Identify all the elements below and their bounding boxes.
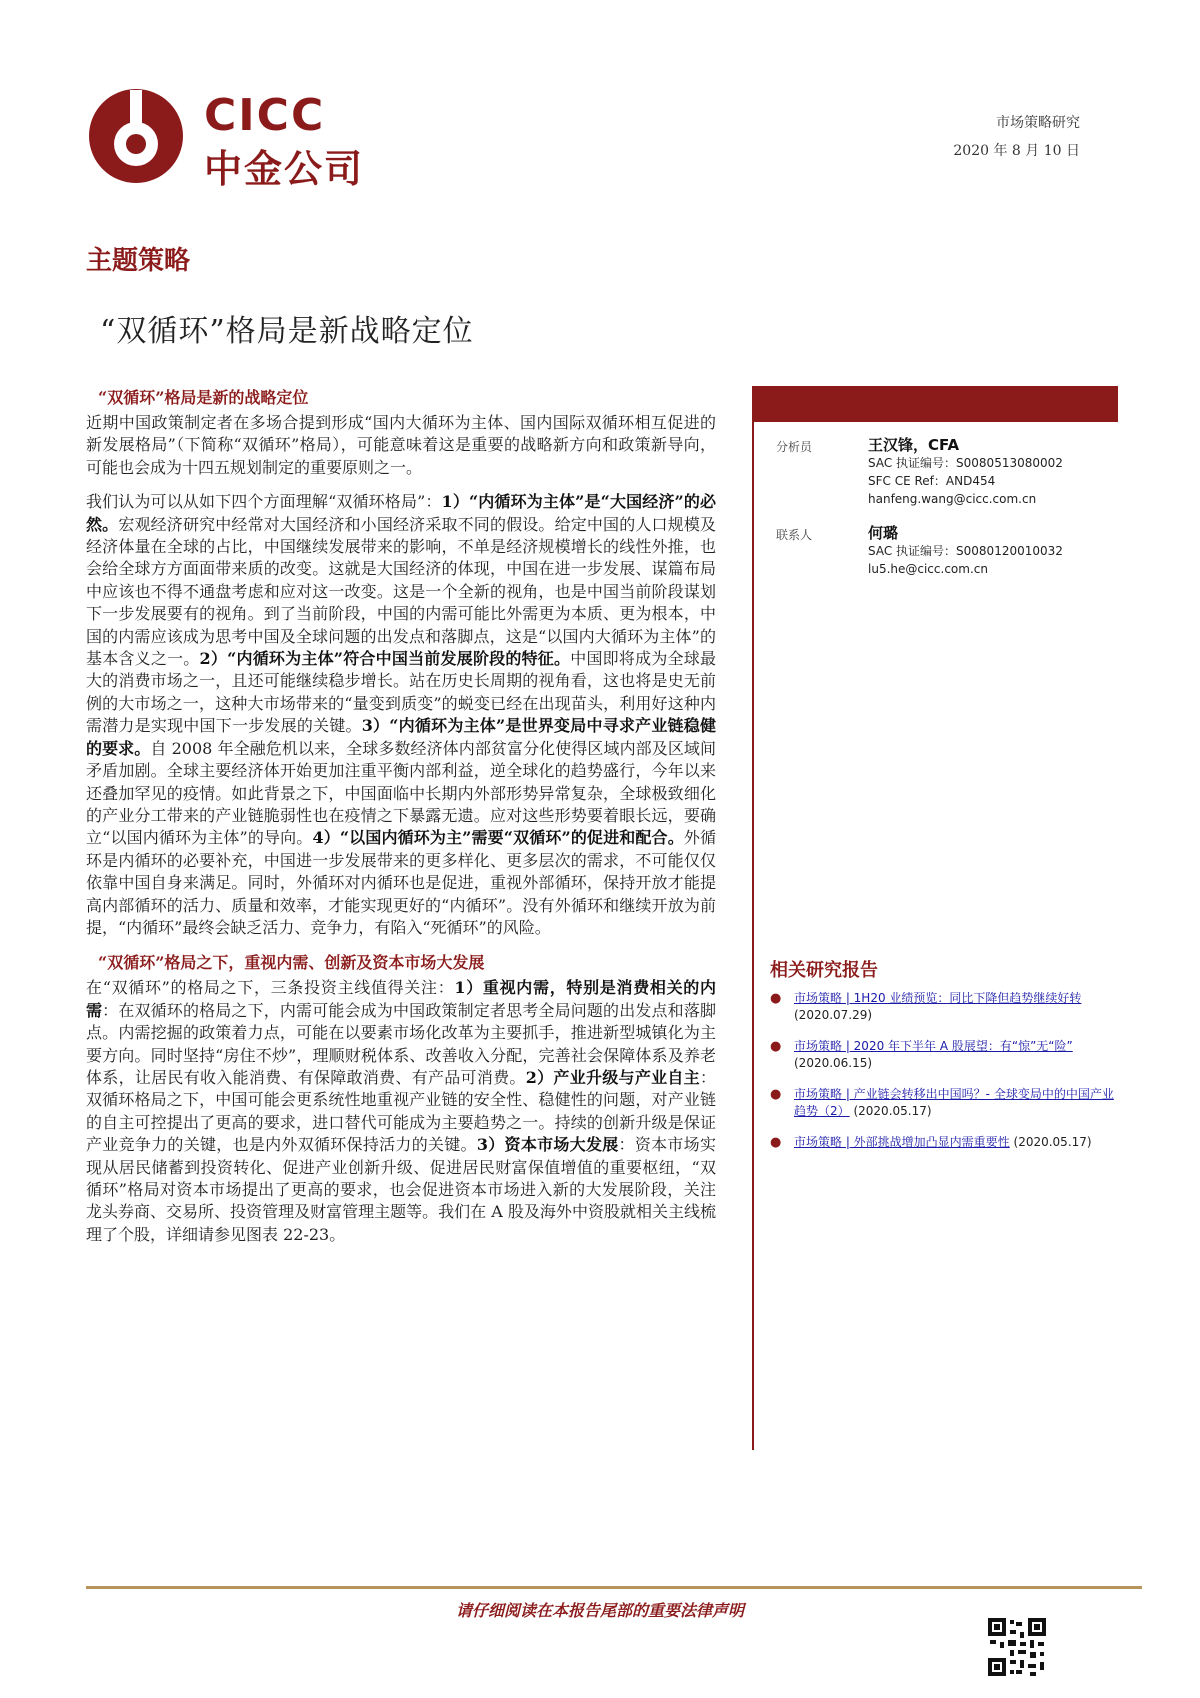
section-heading: “双循环”格局是新的战略定位 bbox=[98, 388, 309, 407]
emphasis-text: 3）资本市场大发展 bbox=[476, 1135, 619, 1155]
analyst-sfc: SFC CE Ref：AND454 bbox=[868, 474, 996, 488]
body-text: 近期中国政策制定者在多场合提到形成“国内大循环为主体、国内国际双循环相互促进的新发展格局”（下简称“双循环”格局），可能意味着这是重要的战略新方向和政策新导向，可能也会成为十四五规划制定的重要原则之一。 bbox=[86, 413, 716, 477]
contact-email: lu5.he@cicc.com.cn bbox=[868, 562, 988, 576]
sidebar-header-bar bbox=[752, 386, 1118, 422]
document-type: 市场策略研究 bbox=[996, 115, 1080, 131]
qr-code-icon bbox=[986, 1616, 1048, 1678]
related-report-link[interactable]: 市场策略 | 2020 年下半年 A 股展望：有“惊”无“险” bbox=[794, 1039, 1073, 1053]
related-report-item bbox=[770, 1134, 1118, 1151]
related-report-date: (2020.05.17) bbox=[1013, 1135, 1092, 1149]
analyst-sac: SAC 执证编号：S0080513080002 bbox=[868, 456, 1063, 470]
body-text: 宏观经济研究中经常对大国经济和小国经济采取不同的假设。给定中国的人口规模及经济体量在全球的占比，中国继续发展带来的影响，不单是经济规模增长的线性外推，也会给全球方方面面带来质的改变。这就是大国经济的体现，中国在进一步发展、谋篇布局中应该也不得不通盘考虑和应对这一改变。这是一个全新的视角，也是中国当前阶段谋划下一步发展要有的视角。到了当前阶段，中国的内需可能比外需更为本质、更为根本，中国的内需应该成为思考中国及全球问题的出发点和落脚点，这是“以国内大循环为主体”的基本含义之一。 bbox=[86, 514, 716, 669]
report-title: “双循环”格局是新战略定位 bbox=[100, 314, 474, 349]
related-report-item bbox=[770, 1086, 1118, 1120]
body-text: 自 2008 年全融危机以来，全球多数经济体内部贫富分化使得区域内部及区域间矛盾加剧。全球主要经济体开始更加注重平衡内部利益，逆全球化的趋势盛行，今年以来还叠加罕见的疫情。如此背景之下，中国面临中长期内外部形势异常复杂，全球极致细化的产业分工带来的产业链脆弱性也在疫情之下暴露无遗。应对这些形势要着眼长远，要确立“以国内循环为主体”的导向。 bbox=[86, 738, 716, 848]
section-heading: “双循环”格局之下，重视内需、创新及资本市场大发展 bbox=[98, 953, 485, 973]
document-date: 2020 年 8 月 10 日 bbox=[953, 143, 1080, 159]
contact-info bbox=[868, 524, 1063, 578]
cicc-logo-mark-icon bbox=[86, 86, 186, 186]
analyst-email: hanfeng.wang@cicc.com.cn bbox=[868, 492, 1037, 506]
related-report-date: (2020.05.17) bbox=[853, 1104, 932, 1118]
related-reports-list bbox=[770, 990, 1118, 1165]
bullet-icon: ● bbox=[770, 1135, 782, 1150]
related-report-link[interactable]: 市场策略 | 外部挑战增加凸显内需重要性 bbox=[794, 1135, 1010, 1149]
emphasis-text: 2）“内循环为主体”符合中国当前发展阶段的特征。 bbox=[199, 649, 571, 669]
related-report-date: (2020.07.29) bbox=[794, 1008, 873, 1022]
related-report-item bbox=[770, 990, 1118, 1024]
body-paragraph bbox=[86, 412, 716, 479]
cicc-logo bbox=[86, 86, 386, 191]
related-report-item bbox=[770, 1038, 1118, 1072]
body-paragraph bbox=[86, 977, 716, 1246]
emphasis-text: 1）重视内需，特别是消费相关的内需 bbox=[86, 978, 716, 1020]
analyst-role-label: 分析员 bbox=[776, 440, 813, 454]
logo-chinese: 中金公司 bbox=[204, 147, 365, 191]
body-text: ：双循环格局之下，中国可能会更系统性地重视产业链的安全性、稳健性的问题，对产业链的自主可控提出了更高的要求，进口替代可能成为主要趋势之一。持续的创新升级是保证产业竞争力的关键，也是内外双循环保持活力的关键。 bbox=[86, 1067, 716, 1155]
sidebar-divider bbox=[752, 422, 754, 1450]
analyst-name: 王汉锋，CFA bbox=[868, 436, 960, 454]
body-paragraph bbox=[86, 491, 716, 939]
body-text: 中国即将成为全球最大的消费市场之一，且还可能继续稳步增长。站在历史长周期的视角看，这也将是史无前例的大市场之一，这种大市场带来的“量变到质变”的蜕变已经在出现苗头，利用好这种内需潜力是实现中国下一步发展的关键。 bbox=[86, 649, 716, 736]
contact-role-label: 联系人 bbox=[776, 528, 813, 542]
logo-english: CICC bbox=[204, 90, 326, 141]
body-text: 我们认为可以从如下四个方面理解“双循环格局”： bbox=[86, 492, 442, 512]
emphasis-text: 1）“内循环为主体”是“大国经济”的必然。 bbox=[86, 492, 716, 534]
related-report-link[interactable]: 市场策略 | 1H20 业绩预览：同比下降但趋势继续好转 bbox=[794, 991, 1082, 1005]
body-text: ：在双循环的格局之下，内需可能会成为中国政策制定者思考全局问题的出发点和落脚点。内需挖掘的政策着力点，可能在以要素市场化改革为主要抓手，推进新型城镇化为主要方向。同时坚持“房住不炒”，理顺财税体系、改善收入分配，完善社会保障体系及养老体系，让居民有收入能消费、有保障敢消费、有产品可消费。 bbox=[86, 1000, 716, 1087]
bullet-icon: ● bbox=[770, 991, 782, 1006]
bullet-icon: ● bbox=[770, 1039, 782, 1054]
related-reports-heading: 相关研究报告 bbox=[770, 960, 878, 981]
body-text: ：资本市场实现从居民储蓄到投资转化、促进产业创新升级、促进居民财富保值增值的重要枢纽，“双循环”格局对资本市场提出了更高的要求，也会促进资本市场进入新的大发展阶段，关注龙头券商、交易所、投资管理及财富管理主题等。我们在 A 股及海外中资股就相关主线梳理了个股，详细请参见图表 22-23。 bbox=[86, 1135, 716, 1244]
related-report-date: (2020.06.15) bbox=[794, 1056, 873, 1070]
section-tag: 主题策略 bbox=[86, 246, 191, 276]
body-text: 外循环是内循环的必要补充，中国进一步发展带来的更多样化、更多层次的需求，不可能仅仅依靠中国自身来满足。同时，外循环对内循环也是促进，重视外部循环，保持开放才能提高内部循环的活力、质量和效率，才能实现更好的“内循环”。没有外循环和继续开放为前提，“内循环”最终会缺乏活力、竞争力，有陷入“死循环”的风险。 bbox=[86, 828, 716, 937]
emphasis-text: 4）“以国内循环为主”需要“双循环”的促进和配合。 bbox=[312, 828, 684, 848]
bullet-icon: ● bbox=[770, 1087, 782, 1102]
emphasis-text: 3）“内循环为主体”是世界变局中寻求产业链稳健的要求。 bbox=[86, 716, 716, 758]
main-text-column bbox=[86, 386, 716, 1258]
emphasis-text: 2）产业升级与产业自主 bbox=[525, 1067, 700, 1087]
analyst-info bbox=[868, 436, 1063, 508]
contact-sac: SAC 执证编号：S0080120010032 bbox=[868, 544, 1063, 558]
legal-notice: 请仔细阅读在本报告尾部的重要法律声明 bbox=[455, 1601, 744, 1620]
body-text: 在“双循环”的格局之下，三条投资主线值得关注： bbox=[86, 978, 455, 998]
footer-rule bbox=[86, 1586, 1142, 1589]
contact-name: 何璐 bbox=[868, 524, 899, 542]
related-report-link[interactable]: 市场策略 | 产业链会转移出中国吗？- 全球变局中的中国产业趋势（2） bbox=[794, 1087, 1114, 1118]
